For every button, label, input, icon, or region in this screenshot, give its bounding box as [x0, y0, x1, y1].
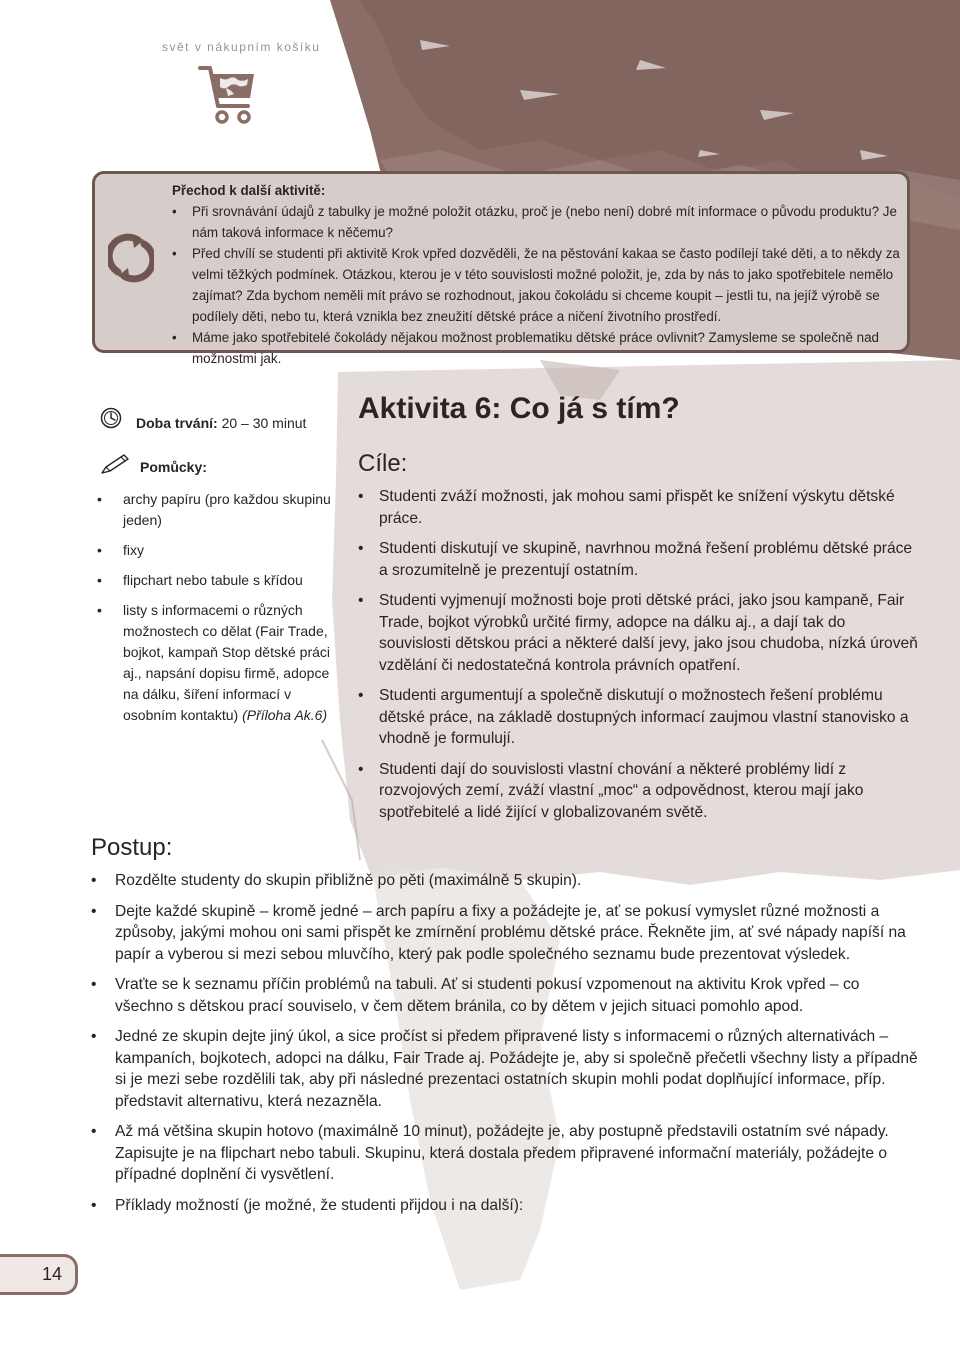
- transition-title: Přechod k další aktivitě:: [172, 183, 326, 198]
- series-header-label: svět v nákupním košíku: [162, 40, 321, 54]
- procedure-step: • Dejte každé skupině – kromě jedné – arch papíru a fixy a požádejte je, ať se pokusí vymyslet různé možnosti a způsoby, jakými mohou oni sami přispět ke zmírnění problému dětské práce. Řekněte jim, ať své nápady napíší na papír a vyberou si mezi sebou mluvčího, který pak podle společného seznamu bude prezentovat výsledek.: [91, 901, 921, 966]
- tools-item: • archy papíru (pro každou skupinu jeden): [94, 489, 334, 531]
- procedure-step: • Příklady možností (je možné, že studenti přijdou i na další):: [91, 1195, 921, 1217]
- procedure-step: • Vraťte se k seznamu příčin problémů na tabuli. Ať si studenti pokusí vzpomenout na aktivitu Krok vpřed – co všechno s dětskou prací souviselo, v čem dětem bránila, co by dětem v jejich situaci pomohlo apod.: [91, 974, 921, 1017]
- tools-item: [94, 600, 334, 726]
- tools-item-text: listy s informacemi o různých možnostech co dělat (Fair Trade, bojkot, kampaň Stop dětské práci aj., napsání dopisu firmě, adopce na dálku, šíření informací v osobním kontaktu): [123, 602, 331, 723]
- procedure-list: [91, 870, 921, 1225]
- tools-title: Pomůcky:: [140, 459, 207, 475]
- refresh-arrows-icon: [108, 232, 154, 284]
- duration: [136, 413, 306, 434]
- procedure-title: Postup:: [91, 834, 173, 861]
- goal-item: • Studenti dají do souvislosti vlastní chování a některé problémy lidí z rozvojových zemí, zváží vlastní „moc“ a odpovědnost, kterou mají jako spotřebitelé a lidé žijící v globalizovaném světě.: [358, 759, 918, 824]
- goal-item: • Studenti diskutují ve skupině, navrhnou možná řešení problému dětské práce a srozumitelně je prezentují ostatním.: [358, 538, 918, 581]
- procedure-step: • Jedné ze skupin dejte jiný úkol, a sice pročíst si předem připravené listy s informacemi o různých alternativách – kampaních, bojkotech, adopci na dálku, Fair Trade aj. Požádejte je, aby si společně přečetli všechny listy a případně si je mezi sebe rozdělili tak, aby při následné prezentaci ostatních skupin mohli podat doplňující informace, příp. představit alternativu, která nezazněla.: [91, 1026, 921, 1112]
- page-number: 14: [41, 1264, 62, 1284]
- transition-item: • Při srovnávání údajů z tabulky je možné položit otázku, proč je (nebo není) dobré mít informace o původu produktu? Je nám taková informace k něčemu?: [172, 201, 900, 243]
- goals-title: Cíle:: [358, 450, 408, 477]
- clock-icon: [100, 407, 122, 429]
- activity-title: Aktivita 6: Co já s tím?: [358, 392, 680, 425]
- tools-item-appendix: (Příloha Ak.6): [242, 707, 328, 723]
- goal-item: • Studenti zváží možnosti, jak mohou sami přispět ke snížení výskytu dětské práce.: [358, 486, 918, 529]
- tools-item: • flipchart nebo tabule s křídou: [94, 570, 334, 591]
- tools-list: [94, 489, 334, 735]
- goal-item: • Studenti argumentují a společně diskutují o možnostech řešení problému dětské práce, na základě dostupných informací zaujmou vlastní stanovisko a vhodně je formulují.: [358, 685, 918, 750]
- procedure-step: • Rozdělte studenty do skupin přibližně po pěti (maximálně 5 skupin).: [91, 870, 921, 892]
- shopping-cart-globe-icon: [196, 62, 258, 126]
- duration-label: Doba trvání:: [136, 415, 218, 431]
- transition-item: • Před chvílí se studenti při aktivitě Krok vpřed dozvěděli, že na pěstování kakaa se často podílejí také děti, a to někdy za velmi těžkých podmínek. Otázkou, kterou je v této souvislosti možné položit, je, zda by nás to jako spotřebitele nemělo zajímat? Zda bychom neměli mít právo se rozhodnout, jakou čokoládu si chceme koupit – jestli tu, na jejíž výrobě se podílely děti, nebo tu, která vznikla bez zneužití dětské práce a ničení životního prostředí.: [172, 243, 900, 327]
- transition-item: • Máme jako spotřebitelé čokolády nějakou možnost problematiku dětské práce ovlivnit? Zamysleme se společně nad možnostmi jak.: [172, 327, 900, 369]
- procedure-step: • Až má většina skupin hotovo (maximálně 10 minut), požádejte je, aby postupně představili ostatním své nápady. Zapisujte je na flipchart nebo tabuli. Skupinu, která dostala předem připravené informační materiály, požádejte o případné doplnění či vysvětlení.: [91, 1121, 921, 1186]
- duration-value: 20 – 30 minut: [217, 415, 307, 431]
- tools-item: • fixy: [94, 540, 334, 561]
- transition-list: [172, 201, 900, 369]
- goal-item: • Studenti vyjmenují možnosti boje proti dětské práci, jako jsou kampaně, Fair Trade, bojkot výrobků určité firmy, adopce na dálku aj., a dají tak do souvislosti dětskou práci a některé další jevy, jako jsou chudoba, nízká úroveň vzdělání či nedostatečná kontrola právních opatření.: [358, 590, 918, 676]
- goals-list: [358, 486, 918, 832]
- transition-content: [172, 180, 900, 369]
- pencil-icon: [100, 453, 130, 475]
